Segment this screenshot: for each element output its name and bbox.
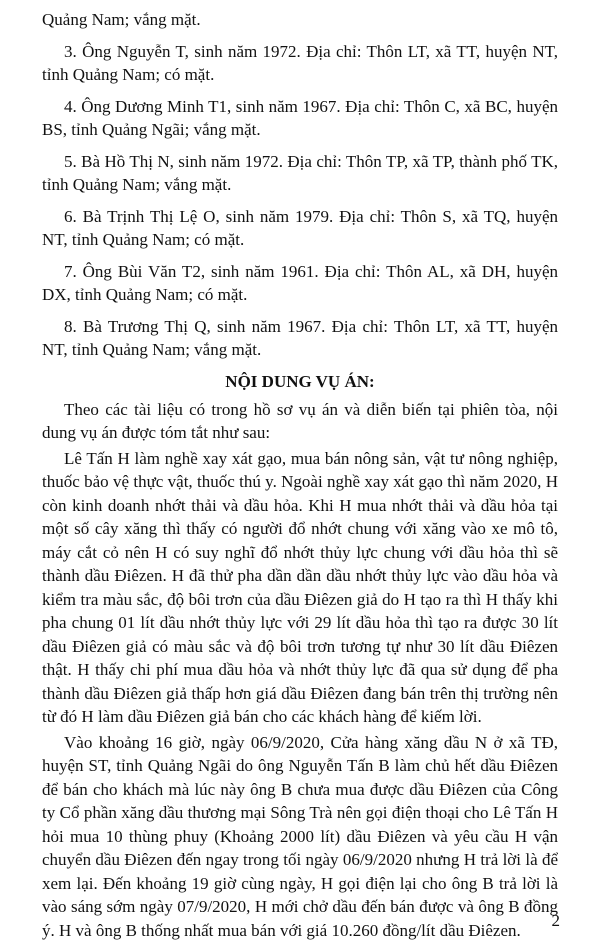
participant-6: 6. Bà Trịnh Thị Lệ O, sinh năm 1979. Địa chỉ: Thôn S, xã TQ, huyện NT, tỉnh Quảng Nam; có mặt.: [42, 206, 558, 249]
participant-4: 4. Ông Dương Minh T1, sinh năm 1967. Địa chỉ: Thôn C, xã BC, huyện BS, tỉnh Quảng Ngãi; vắng mặt.: [42, 96, 558, 139]
section-heading: NỘI DUNG VỤ ÁN:: [225, 371, 375, 391]
body-paragraph-events: Vào khoảng 16 giờ, ngày 06/9/2020, Cửa hàng xăng dầu N ở xã TĐ, huyện ST, tỉnh Quảng Ngãi do ông Nguyễn Tấn B làm chủ hết dầu Điêzen để bán cho khách mà lúc này ông B chưa mua được dầu Điêzen của Công ty Cổ phần xăng dầu thương mại Sông Trà nên gọi điện thoại cho Lê Tấn H hỏi mua 10 thùng phuy (Khoảng 2000 lít) dầu Điêzen và yêu cầu H vận chuyển dầu Điêzen đến ngay trong tối ngày 06/9/2020 nhưng H trả lời là để xem lại. Đến khoảng 19 giờ cùng ngày, H gọi điện lại cho ông B trả lời là vào sáng sớm ngày 07/9/2020, H mới chở dầu đến bán được và ông B đồng ý. H và ông B thống nhất mua bán với giá 10.260 đồng/lít dầu Điêzen.: [42, 732, 558, 940]
page-number: 2: [551, 911, 560, 930]
body-paragraph-background: Lê Tấn H làm nghề xay xát gạo, mua bán nông sản, vật tư nông nghiệp, thuốc bảo vệ thực vật, thuốc thú y. Ngoài nghề xay xát gạo thì năm 2020, H còn kinh doanh nhớt thải và dầu hỏa. Khi H mua nhớt thải và dầu hỏa tại một số cây xăng thì thấy có người đổ nhớt chung với xăng vào xe mô tô, máy cắt cỏ nên H có suy nghĩ đổ nhớt thủy lực chung với dầu hỏa thì sẽ thành dầu Điêzen. H đã thử pha dần dần dầu nhớt thủy lực vào dầu hỏa và kiểm tra màu sắc, độ bôi trơn của dầu Điêzen giả do H tạo ra thì H thấy khi pha chung 01 lít dầu nhớt thủy lực với 29 lít dầu hỏa thì tạo ra được 30 lít dầu Điêzen giả có màu sắc và độ bôi trơn tương tự như 30 lít dầu Điêzen thật. H thấy chi phí mua dầu hỏa và nhớt thủy lực đã qua sử dụng để pha thành dầu Điêzen giả thấp hơn giá dầu Điêzen đang bán trên thị trường nên từ đó H làm dầu Điêzen giả bán cho các khách hàng để kiếm lời.: [42, 448, 558, 726]
body-paragraph-intro: Theo các tài liệu có trong hồ sơ vụ án và diễn biến tại phiên tòa, nội dung vụ án được tóm tắt như sau:: [42, 399, 558, 442]
participant-8: 8. Bà Trương Thị Q, sinh năm 1967. Địa chỉ: Thôn LT, xã TT, huyện NT, tỉnh Quảng Nam; vắng mặt.: [42, 316, 558, 359]
participant-5: 5. Bà Hồ Thị N, sinh năm 1972. Địa chỉ: Thôn TP, xã TP, thành phố TK, tỉnh Quảng Nam; vắng mặt.: [42, 151, 558, 194]
participant-7: 7. Ông Bùi Văn T2, sinh năm 1961. Địa chỉ: Thôn AL, xã DH, huyện DX, tỉnh Quảng Nam; có mặt.: [42, 261, 558, 304]
participant-continuation: Quảng Nam; vắng mặt.: [42, 10, 201, 29]
participant-3: 3. Ông Nguyễn T, sinh năm 1972. Địa chỉ: Thôn LT, xã TT, huyện NT, tỉnh Quảng Nam; có mặt.: [42, 41, 558, 84]
